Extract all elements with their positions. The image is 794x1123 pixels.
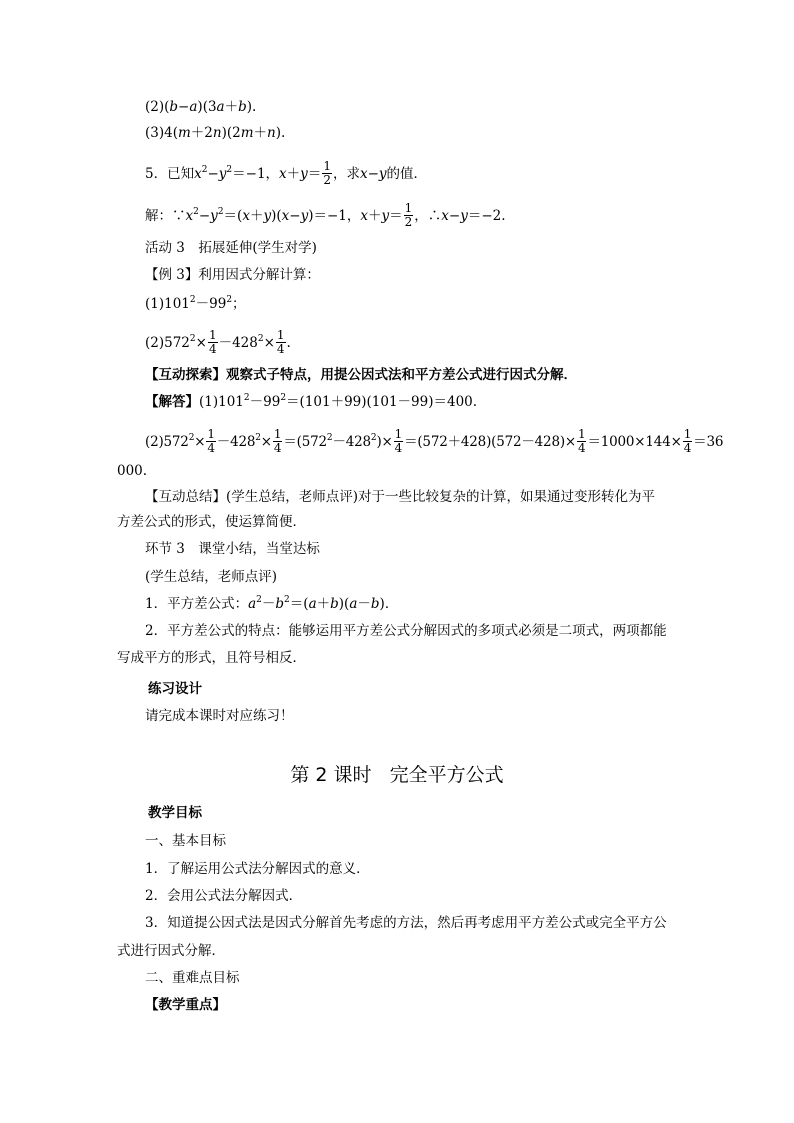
exponent: 2 xyxy=(226,295,233,305)
text: ＝36 xyxy=(693,434,724,450)
interactive-summary-continuation: 方差公式的形式，使运算简便． xyxy=(117,514,306,530)
text: (2)572 xyxy=(145,434,189,450)
var: y xyxy=(210,208,218,224)
text: (3)4( xyxy=(145,125,178,141)
denominator: 4 xyxy=(683,441,692,455)
var: x xyxy=(441,208,449,224)
var: a xyxy=(248,596,257,612)
numerator: 1 xyxy=(208,328,217,342)
text: (2)( xyxy=(145,99,170,115)
text: . xyxy=(286,335,291,351)
objectives-heading: 教学目标 xyxy=(148,805,202,821)
text: 的值． xyxy=(386,166,428,182)
text: －99 xyxy=(249,394,281,410)
fraction xyxy=(276,329,286,356)
var: a xyxy=(189,99,198,115)
text: − xyxy=(178,99,190,115)
denominator: 4 xyxy=(208,342,217,356)
var: y xyxy=(300,166,308,182)
numerator: 1 xyxy=(273,427,282,441)
problem-5 xyxy=(145,161,427,188)
text: ＝ xyxy=(307,166,322,182)
text: －99 xyxy=(195,296,227,312)
var: b xyxy=(238,99,247,115)
var: n xyxy=(267,125,276,141)
text: －428 xyxy=(216,434,256,450)
text: 5．已知 xyxy=(145,166,195,182)
text: )× xyxy=(376,434,393,450)
denominator: 4 xyxy=(394,441,403,455)
text: − xyxy=(289,208,301,224)
activity-heading: 活动 3 拓展延伸(学生对学) xyxy=(145,240,317,256)
text: －428 xyxy=(218,335,258,351)
answer-part-2 xyxy=(145,429,723,456)
text: ＝( xyxy=(289,596,309,612)
var: a xyxy=(216,99,225,115)
text: )(2 xyxy=(221,125,241,141)
exponent: 2 xyxy=(255,433,261,443)
section-heading: 环节 3 课堂小结，当堂达标 xyxy=(145,541,320,557)
exponent: 2 xyxy=(257,334,264,344)
objective-item: 2．会用公式法分解因式． xyxy=(145,888,303,904)
var: y xyxy=(300,208,309,224)
denominator: 4 xyxy=(578,441,586,455)
text: ＋2 xyxy=(190,125,213,141)
text: × xyxy=(263,335,275,351)
text: －428 xyxy=(332,434,371,450)
exponent: 2 xyxy=(217,207,224,217)
text: ＝−1， xyxy=(232,166,280,182)
lesson-title xyxy=(0,763,794,787)
text: )(3 xyxy=(197,99,217,115)
denominator: 4 xyxy=(276,342,285,356)
text: × xyxy=(260,434,272,450)
example-heading: 【例 3】利用因式分解计算： xyxy=(145,267,320,283)
denominator: 2 xyxy=(404,215,413,229)
text: ＋ xyxy=(249,208,264,224)
var: x xyxy=(279,166,287,182)
text: 1．平方差公式： xyxy=(145,596,249,612)
summary-item-1 xyxy=(145,595,398,613)
text: − xyxy=(207,166,219,182)
fraction xyxy=(394,428,403,455)
practice-text: 请完成本课时对应练习！ xyxy=(145,708,294,724)
lesson-name: 完全平方公式 xyxy=(389,764,504,786)
fraction xyxy=(206,428,215,455)
var: y xyxy=(263,208,272,224)
text: － xyxy=(357,596,371,612)
summary-item-2: 2．平方差公式的特点：能够运用平方差公式分解因式的多项式必须是二项式，两项都能 xyxy=(145,623,667,639)
practice-heading: 练习设计 xyxy=(148,681,202,697)
text: (1)101 xyxy=(145,296,190,312)
lesson-number: 第 2 课时 xyxy=(290,764,372,786)
var: x xyxy=(281,208,290,224)
text: ＝(572＋428)(572－428)× xyxy=(404,434,577,450)
numerator: 1 xyxy=(394,427,403,441)
exponent: 2 xyxy=(193,207,199,217)
fraction xyxy=(404,202,414,229)
exponent: 2 xyxy=(280,393,287,403)
numerator: 1 xyxy=(404,201,413,215)
text: (1)101 xyxy=(199,394,244,410)
text: ＋ xyxy=(224,99,239,115)
exponent: 2 xyxy=(188,433,195,443)
text: × xyxy=(195,335,207,351)
text: － xyxy=(261,596,276,612)
key-points-heading: 【教学重点】 xyxy=(145,997,226,1013)
text: ＝(572 xyxy=(283,434,327,450)
exercise-2 xyxy=(145,98,256,116)
var: x xyxy=(360,208,369,224)
exercise-3 xyxy=(145,124,285,142)
answer-label: 【解答】 xyxy=(145,394,199,410)
exponent: 2 xyxy=(226,165,233,175)
objective-item: 1．了解运用公式法分解因式的意义． xyxy=(145,861,370,877)
text: )． xyxy=(379,596,399,612)
text: ＝1000×144× xyxy=(587,434,682,450)
text: − xyxy=(367,166,379,182)
text: ，∴ xyxy=(414,208,442,224)
numerator: 1 xyxy=(578,427,586,441)
text: ＋ xyxy=(253,125,268,141)
objective-item-continuation: 式进行因式分解． xyxy=(117,943,225,959)
fraction xyxy=(577,428,586,455)
text: − xyxy=(198,208,211,224)
text: ). xyxy=(246,99,257,115)
var: y xyxy=(218,166,227,182)
text: × xyxy=(194,434,206,450)
example-part-1 xyxy=(145,295,246,313)
text: ，求 xyxy=(332,166,360,182)
answer-continuation: 000. xyxy=(117,463,148,479)
exponent: 2 xyxy=(189,295,196,305)
fraction xyxy=(322,160,332,187)
text: ). xyxy=(275,125,286,141)
text: ＋ xyxy=(368,208,382,224)
text: ； xyxy=(232,296,246,312)
text: )( xyxy=(338,596,350,612)
var: x xyxy=(185,208,194,224)
exponent: 2 xyxy=(189,334,196,344)
var: y xyxy=(381,208,390,224)
denominator: 2 xyxy=(323,173,331,187)
exponent: 2 xyxy=(284,595,290,605)
var: n xyxy=(212,125,222,141)
var: m xyxy=(240,125,254,141)
fraction xyxy=(208,329,218,356)
text: )＝−1， xyxy=(308,208,361,224)
denominator: 4 xyxy=(273,441,282,455)
interactive-explore: 【互动探索】观察式子特点，用提公因式法和平方差公式进行因式分解． xyxy=(145,367,577,383)
text: )( xyxy=(271,208,282,224)
var: b xyxy=(330,596,339,612)
exponent: 2 xyxy=(243,393,250,403)
text: 【互动总结】(学生总结，老师点评)对于一些比较复杂的计算，如果通过变形转化为平 xyxy=(145,489,656,505)
objective-section: 二、重难点目标 xyxy=(145,970,240,986)
exponent: 2 xyxy=(256,595,262,605)
text: ＝ xyxy=(389,208,403,224)
numerator: 1 xyxy=(276,328,285,342)
text: − xyxy=(448,208,461,224)
text: ＝(101＋99)(101－99)＝400. xyxy=(286,394,478,410)
objective-section: 一、基本目标 xyxy=(145,833,226,849)
note: (学生总结，老师点评) xyxy=(145,569,278,585)
exponent: 2 xyxy=(201,165,208,175)
text: (2)572 xyxy=(145,335,190,351)
var: y xyxy=(378,166,387,182)
var: b xyxy=(275,596,285,612)
text: ＋ xyxy=(316,596,331,612)
numerator: 1 xyxy=(683,427,692,441)
numerator: 1 xyxy=(323,159,331,173)
text: ＝( xyxy=(223,208,243,224)
summary-item-2-continuation: 写成平方的形式，且符号相反． xyxy=(117,650,306,666)
text: ＋ xyxy=(286,166,301,182)
var: x xyxy=(242,208,250,224)
text: ＝−2. xyxy=(467,208,506,224)
numerator: 1 xyxy=(207,427,215,441)
objective-item: 3．知道提公因式法是因式分解首先考虑的方法，然后再考虑用平方差公式或完全平方公 xyxy=(145,915,667,931)
var: m xyxy=(177,125,191,141)
exponent: 2 xyxy=(326,433,333,443)
denominator: 4 xyxy=(207,441,215,455)
exponent: 2 xyxy=(370,433,377,443)
example-part-2 xyxy=(145,330,291,357)
fraction xyxy=(683,428,692,455)
fraction xyxy=(273,428,282,455)
var: a xyxy=(308,596,317,612)
text: 解：∵ xyxy=(145,208,186,224)
var: x xyxy=(359,166,368,182)
interactive-summary xyxy=(145,488,655,506)
var: x xyxy=(194,166,202,182)
var: y xyxy=(460,208,468,224)
var: b xyxy=(370,596,380,612)
var: b xyxy=(169,99,179,115)
var: a xyxy=(349,596,358,612)
answer-part-1 xyxy=(145,393,477,411)
solution-5 xyxy=(145,203,506,230)
